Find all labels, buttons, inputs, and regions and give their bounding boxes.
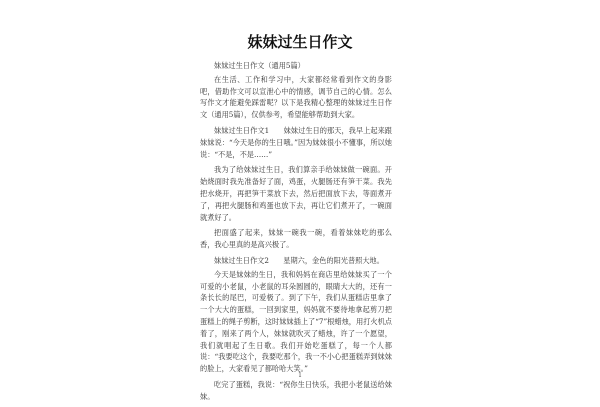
essay-2-heading: 妹妹过生日作文2 星期六，金色的阳光普照大地。	[214, 255, 384, 265]
intro-paragraph: 在生活、工作和学习中，大家都经常看到作文的身影吧，借助作文可以宣泄心中的情感，调节自己的心情。怎么写作文才能避免踩雷呢？以下是我精心整理的妹妹过生日作文（通用5篇），仅供参考，希望能够帮助到大家。	[200, 74, 392, 120]
essay-1-paragraph: 我为了给妹妹过生日，我们算亲手给妹妹做一碗面。开始烧面时我先准备好了面，鸡蛋，火腿肠还有笋干菜。我先把水烧开，再把笋干菜放下去，然后把面放下去，等面煮开了，再把火腿肠和鸡蛋也放下去，再让它们煮开了，一碗面就煮好了。	[200, 165, 392, 222]
document-subtitle: 妹妹过生日作文（通用5篇）	[214, 61, 305, 70]
document-title: 妹妹过生日作文	[247, 33, 353, 51]
essay-2-paragraph: 今天是妹妹的生日，我和妈妈在商店里给妹妹买了一个可爱的小老鼠，小老鼠的耳朵圆圆的，眼睛大大的，还有一条长长的尾巴，可爱极了。到了下午，我们从蛋糕店里拿了一个大大的蛋糕，一回到家里，妈妈就不要待地拿起剪刀把蛋糕上的绳子剪断，这时妹妹插上了“7”根蜡烛，用打火机点着了，刚来了两个人，妹妹就吹灭了蜡烛，许了一个愿望，我们就唱起了生日歌。我们开始吃蛋糕了，每一个人都说：“我要吃这个，我要吃那个，我一不小心把蛋糕弄到妹妹的脸上，大家看见了都哈哈大笑。”	[200, 269, 392, 374]
essay-1-heading: 妹妹过生日作文1 妹妹过生日的那天，我早上起来跟妹妹说：“今天是你的生日哦。”因为妹妹很小不懂事，所以她说：“不是，不是……”	[200, 125, 392, 159]
essay-1-paragraph: 把面盛了起来，妹妹一碗我一碗，看着妹妹吃的那么香，我心里真的是高兴极了。	[200, 228, 392, 250]
essay-2-paragraph: 吃完了蛋糕，我说：“祝你生日快乐，我把小老鼠送给妹妹。	[200, 379, 392, 401]
page-number: 1	[298, 372, 302, 379]
document-body	[200, 60, 392, 407]
